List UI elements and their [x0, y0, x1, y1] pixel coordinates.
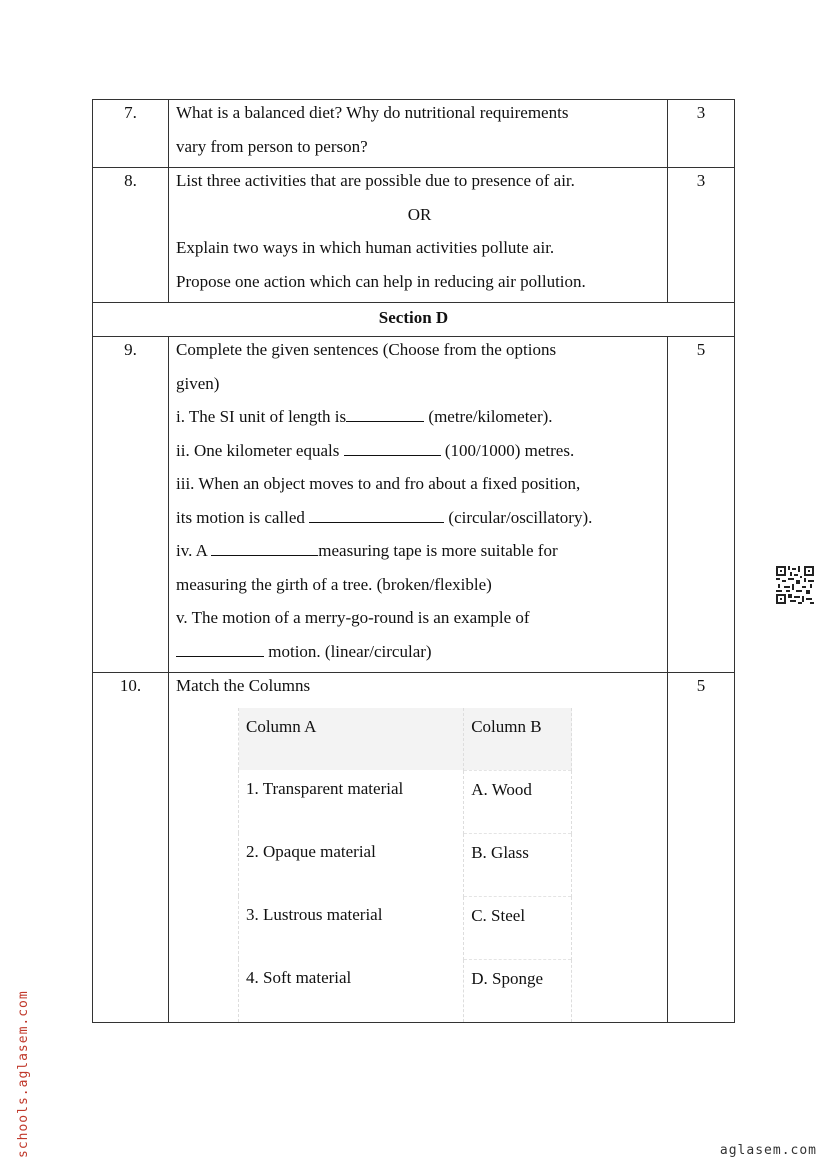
or-separator: OR	[407, 204, 432, 224]
match-row	[239, 959, 572, 1022]
sentence-iii	[176, 471, 663, 505]
sentence-text: ii. One kilometer equals	[176, 440, 344, 460]
match-row	[239, 896, 572, 959]
answer-blank	[346, 406, 424, 422]
section-heading: Section D	[93, 303, 735, 337]
side-watermark: schools.aglasem.com	[16, 990, 31, 1158]
qr-code-icon	[776, 566, 814, 604]
answer-blank	[176, 641, 264, 657]
sentence-iv-cont	[176, 572, 663, 606]
question-marks: 5	[696, 676, 706, 695]
question-text: given)	[176, 373, 220, 393]
question-number: 7.	[124, 103, 137, 122]
sentence-i	[176, 404, 663, 438]
sentence-text: (circular/oscillatory).	[444, 507, 593, 527]
column-a-item: 3. Lustrous material	[246, 905, 383, 924]
question-text: Explain two ways in which human activities pollute air.	[176, 238, 555, 257]
match-columns-table	[238, 708, 572, 1022]
column-a-item: 2. Opaque material	[246, 842, 376, 861]
column-b-item: D. Sponge	[471, 968, 543, 988]
column-b-item: A. Wood	[471, 779, 532, 799]
column-a-item: 1. Transparent material	[246, 779, 404, 798]
sentence-v-cont	[176, 639, 663, 673]
question-number: 10.	[119, 676, 142, 695]
question-marks: 3	[696, 171, 706, 190]
answer-blank	[211, 540, 318, 556]
question-marks: 5	[696, 340, 706, 359]
answer-blank	[309, 507, 444, 523]
answer-blank	[344, 440, 441, 456]
sentence-text: its motion is called	[176, 507, 310, 527]
question-row-7	[93, 100, 735, 168]
question-text: Complete the given sentences (Choose from the options	[176, 340, 557, 359]
sentence-iii-cont	[176, 505, 663, 539]
sentence-text: (100/1000) metres.	[440, 440, 575, 460]
question-row-9	[93, 337, 735, 673]
sentence-text: v. The motion of a merry-go-round is an example of	[176, 608, 530, 627]
column-b-header: Column B	[471, 716, 542, 736]
match-row	[239, 770, 572, 833]
sentence-text: (metre/kilometer).	[424, 407, 553, 426]
question-text: vary from person to person?	[176, 136, 368, 156]
column-a-header: Column A	[246, 716, 317, 736]
question-number: 8.	[124, 171, 137, 190]
question-row-8	[93, 168, 735, 303]
section-d-row	[93, 303, 735, 337]
match-row	[239, 833, 572, 896]
sentence-text: iii. When an object moves to and fro about a fixed position,	[176, 474, 581, 493]
footer-watermark: aglasem.com	[719, 1143, 817, 1158]
column-b-item: B. Glass	[471, 842, 529, 862]
sentence-v	[176, 605, 663, 639]
column-b-item: C. Steel	[471, 905, 526, 925]
sentence-text: motion. (linear/circular)	[264, 641, 432, 661]
question-row-10	[93, 673, 735, 1023]
question-text: Propose one action which can help in reducing air pollution.	[176, 271, 586, 291]
sentence-iv	[176, 538, 663, 572]
question-table	[92, 99, 735, 1023]
sentence-text: i. The SI unit of length is	[176, 407, 347, 426]
question-number: 9.	[124, 340, 137, 359]
column-a-item: 4. Soft material	[246, 968, 352, 987]
question-text: Match the Columns	[176, 676, 311, 695]
match-header-row	[239, 708, 572, 771]
question-marks: 3	[696, 103, 706, 122]
question-text: List three activities that are possible due to presence of air.	[176, 171, 575, 190]
question-text: What is a balanced diet? Why do nutritional requirements	[176, 103, 569, 122]
sentence-text: measuring tape is more suitable for	[318, 541, 558, 560]
sentence-text: iv. A	[176, 541, 212, 560]
sentence-text: measuring the girth of a tree. (broken/flexible)	[176, 574, 492, 594]
sentence-ii	[176, 438, 663, 472]
